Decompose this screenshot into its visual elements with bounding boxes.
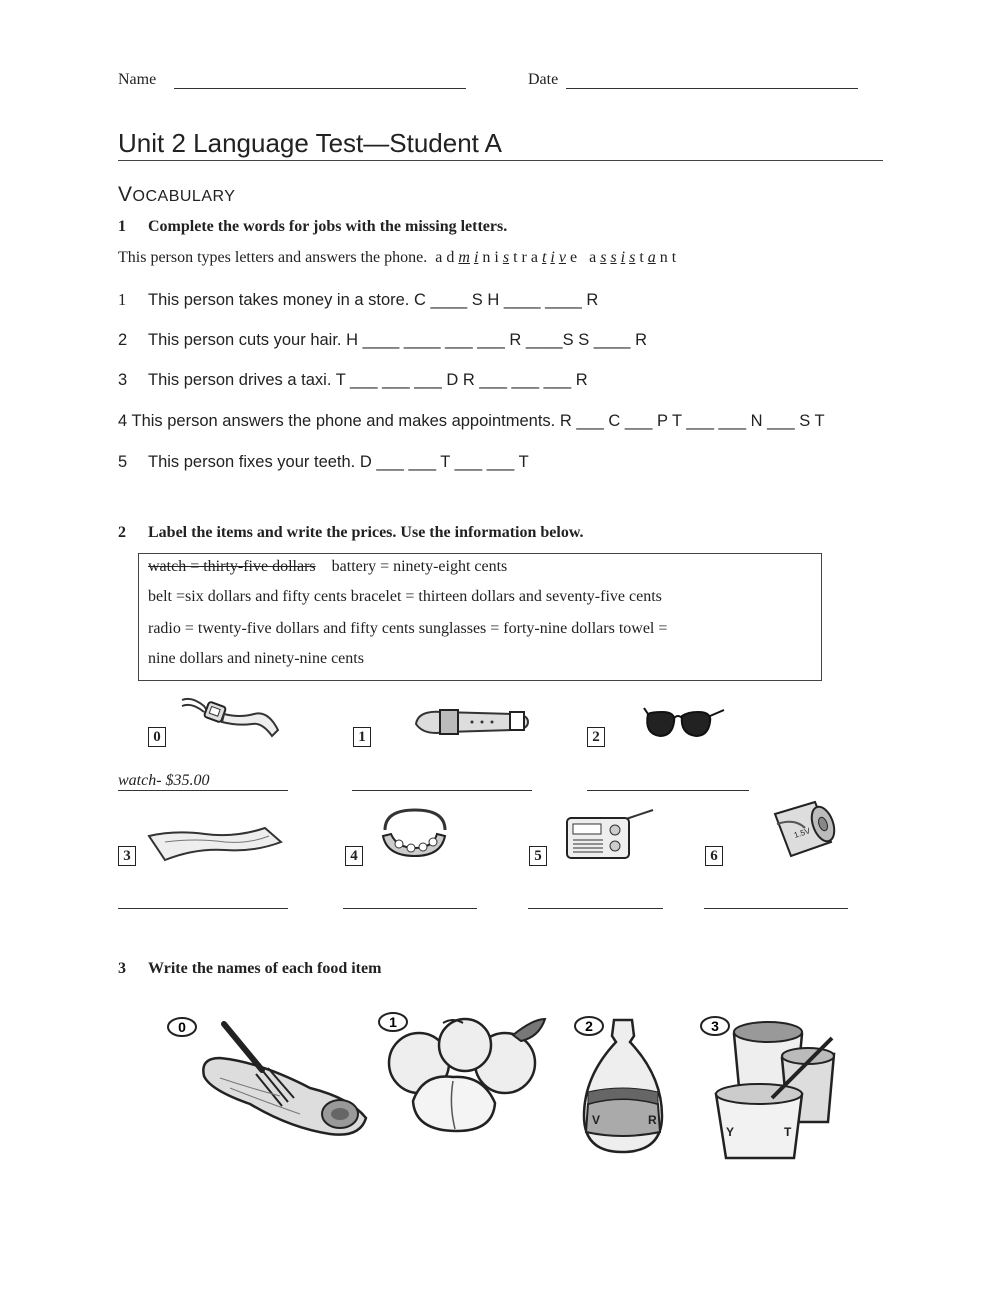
- struck-example: watch = thirty-five dollars: [148, 558, 316, 575]
- item-number: 2: [587, 727, 605, 747]
- q1-item: [118, 412, 825, 431]
- price-line: [148, 558, 507, 576]
- given-letters: n i: [478, 249, 503, 266]
- q1-example: [118, 249, 676, 267]
- q1-instruction: [118, 218, 507, 236]
- q1-item-text: This person fixes your teeth. D ___ ___ T ___ ___ T: [148, 453, 529, 471]
- q1-item: [118, 331, 647, 350]
- given-letters: a: [589, 249, 601, 266]
- sunglasses-illustration: [642, 700, 728, 742]
- price-info-box: [138, 553, 822, 681]
- belt-illustration: [412, 702, 532, 742]
- yogurt-letter: Y: [726, 1125, 735, 1139]
- item-number: 5: [529, 846, 547, 866]
- vinegar-letter: V: [592, 1113, 601, 1127]
- q3-number: 3: [118, 960, 126, 977]
- answer-line[interactable]: [528, 908, 663, 909]
- page-title: Unit 2 Language Test—Student A: [118, 128, 503, 158]
- section-heading-rest: OCABULARY: [132, 188, 236, 205]
- price-text: battery = ninety-eight cents: [331, 558, 508, 575]
- filled-letter: t: [541, 249, 547, 266]
- item-number: 3: [118, 846, 136, 866]
- q1-item-number: 5: [118, 453, 128, 471]
- item-number: 6: [705, 846, 723, 866]
- filled-letter: i: [473, 249, 479, 266]
- example-answer: watch- $35.00: [118, 772, 210, 789]
- section-heading: [118, 183, 235, 207]
- yogurt-letter: T: [784, 1125, 792, 1139]
- date-label: Date: [528, 71, 559, 88]
- q1-item-number: 1: [118, 290, 127, 309]
- food-number-text: 1: [389, 1014, 397, 1030]
- answer-line[interactable]: [118, 790, 288, 791]
- peaches-illustration: [383, 1015, 553, 1135]
- q3-instruction-text: Write the names of each food item: [148, 960, 382, 977]
- given-letters: t r a: [509, 249, 542, 266]
- filled-letter: s: [610, 249, 617, 266]
- vinegar-illustration: [578, 1016, 668, 1156]
- food-number-text: 3: [711, 1018, 719, 1034]
- filled-letter: i: [550, 249, 555, 266]
- q3-instruction: [118, 960, 381, 978]
- watch-illustration: [178, 694, 283, 742]
- price-line: belt =six dollars and fifty cents bracelet = thirteen dollars and seventy-five cents: [148, 588, 662, 605]
- filled-letter: i: [620, 249, 626, 266]
- title-rule: [118, 160, 883, 161]
- answer-line[interactable]: [352, 790, 532, 791]
- q2-instruction: [118, 524, 584, 542]
- answer-line[interactable]: [704, 908, 848, 909]
- q2-number: 2: [118, 524, 126, 541]
- q1-example-word2: [589, 249, 676, 266]
- given-letters: a d: [435, 249, 459, 266]
- price-line: nine dollars and ninety-nine cents: [148, 650, 364, 667]
- q1-item-text: This person answers the phone and makes appointments. R ___ C ___ P T ___ ___ N ___ S T: [131, 412, 825, 430]
- answer-line[interactable]: [587, 790, 749, 791]
- given-letters: t: [635, 249, 648, 266]
- food-number-text: 2: [585, 1018, 593, 1034]
- filled-letter: m: [458, 249, 470, 266]
- date-field[interactable]: [566, 88, 858, 89]
- q1-item: [118, 290, 598, 310]
- q1-example-text: This person types letters and answers the phone.: [118, 249, 428, 266]
- q1-item: [118, 453, 529, 472]
- ham-illustration: [190, 1018, 372, 1138]
- filled-letter: s: [629, 249, 636, 266]
- q1-item-text: This person cuts your hair. H ____ ____ ___ ___ R ____S S ____ R: [148, 331, 647, 349]
- filled-letter: v: [558, 249, 566, 266]
- q1-item-number: 3: [118, 371, 128, 389]
- given-letters: e: [565, 249, 578, 266]
- item-number: 4: [345, 846, 363, 866]
- q1-item-number: 2: [118, 331, 128, 349]
- filled-letter: s: [600, 249, 607, 266]
- q1-item-number: 4: [118, 412, 128, 430]
- q1-example-word1: [435, 249, 577, 266]
- item-number: 0: [148, 727, 166, 747]
- answer-line[interactable]: [343, 908, 477, 909]
- answer-line[interactable]: [118, 908, 288, 909]
- price-line: radio = twenty-five dollars and fifty cents sunglasses = forty-nine dollars towel =: [148, 620, 668, 637]
- name-label: Name: [118, 71, 157, 88]
- yogurt-illustration: [712, 1018, 842, 1163]
- filled-letter: s: [502, 249, 510, 266]
- bracelet-illustration: [377, 806, 452, 860]
- vinegar-letter: R: [648, 1113, 657, 1127]
- given-letters: n t: [655, 249, 677, 266]
- q1-item-text: This person takes money in a store. C ____ S H ____ ____ R: [148, 291, 599, 309]
- q1-number: 1: [118, 218, 126, 235]
- battery-label: 1.5V: [792, 826, 812, 840]
- battery-illustration: [765, 798, 841, 860]
- section-heading-cap: V: [118, 183, 133, 206]
- q1-instruction-text: Complete the words for jobs with the missing letters.: [148, 218, 508, 235]
- q1-item: [118, 371, 588, 390]
- food-number-text: 0: [178, 1019, 186, 1035]
- q2-instruction-text: Label the items and write the prices. Use the information below.: [148, 524, 584, 541]
- name-field[interactable]: [174, 88, 466, 89]
- q1-item-text: This person drives a taxi. T ___ ___ ___ D R ___ ___ ___ R: [148, 371, 588, 389]
- radio-illustration: [563, 808, 658, 862]
- filled-letter: a: [647, 249, 656, 266]
- item-number: 1: [353, 727, 371, 747]
- towel-illustration: [145, 822, 285, 864]
